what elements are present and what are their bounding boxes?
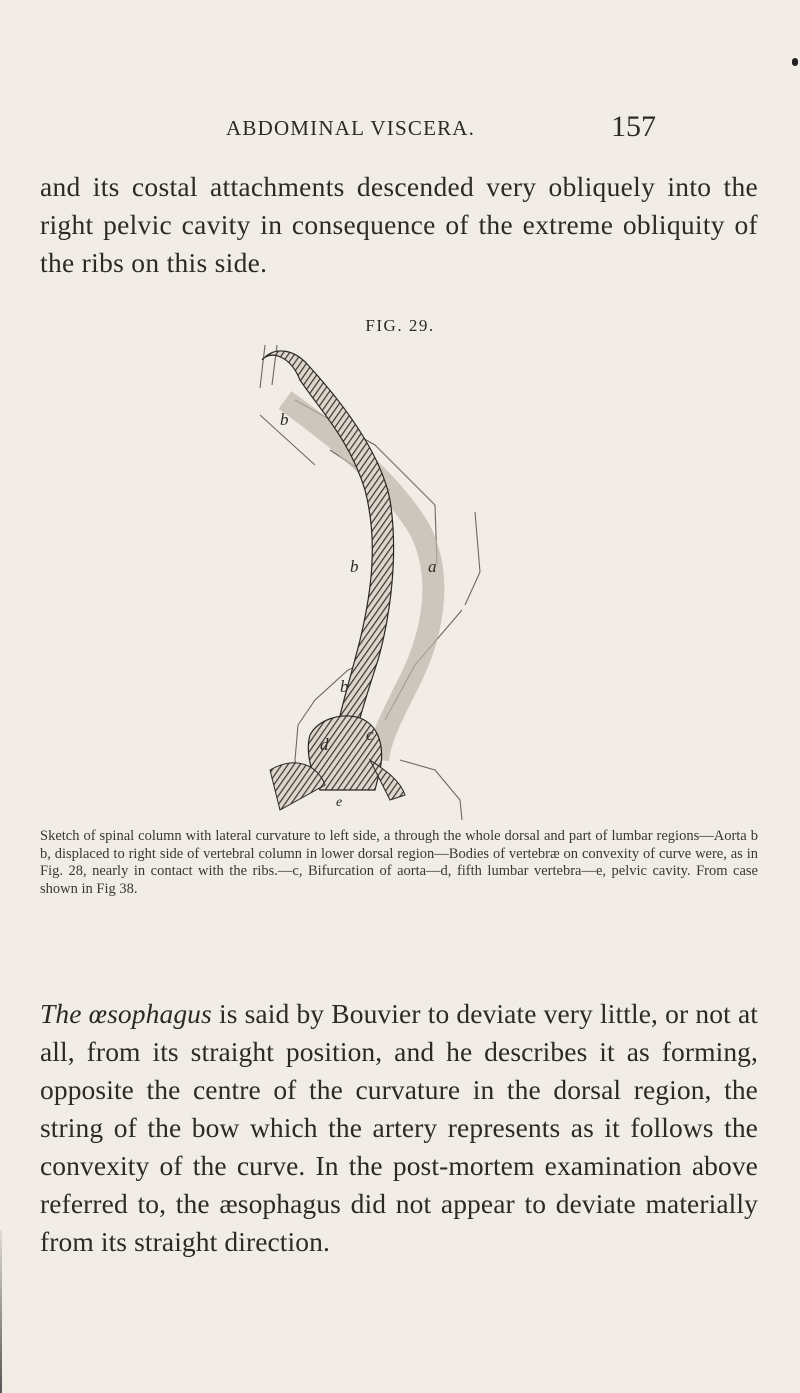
oesophagus-term: The œsophagus (40, 998, 212, 1029)
page-edge-shadow (0, 1230, 2, 1393)
running-title: ABDOMINAL VISCERA. (226, 116, 476, 140)
figure-label: FIG. 29. (365, 316, 435, 335)
figure-caption: Sketch of spinal column with lateral curvature to left side, a through the whole dorsal and part of lumbar regions—Aorta b b, displaced to right side of vertebral column in lower dorsal region—Bodies of vertebræ on convexity of curve were, as in Fig. 28, nearly in contact with the ribs.—c, Bifurcation of aorta—d, fifth lumbar vertebra—e, pelvic cavity. From case shown in Fig 38. (40, 828, 758, 897)
running-header (226, 110, 656, 143)
label-b-top: b (280, 410, 289, 429)
page-number: 157 (611, 110, 656, 143)
label-b-mid: b (350, 557, 359, 576)
scan-dot (792, 58, 798, 66)
label-b-low: b (340, 677, 349, 696)
paragraph-1: and its costal attachments descended very obliquely into the right pelvic cavity in consequence of the extreme obliquity of the ribs on this side. (40, 171, 758, 278)
label-d: d (320, 735, 329, 754)
label-e: e (336, 795, 343, 810)
label-c: c (366, 725, 374, 744)
paragraph-2-text: is said by Bouvier to deviate very little, or not at all, from its straight position, and he describes it as forming, opposite the centre of the curvature in the dorsal region, the string of the bow which the artery represents as it follows the convexity of the curve. In the post-mortem examination above referred to, the æsophagus did not appear to deviate materially from its straight direction. (40, 998, 758, 1257)
spine-illustration (200, 340, 600, 820)
label-a: a (428, 557, 437, 576)
paragraph-2 (40, 995, 758, 1261)
